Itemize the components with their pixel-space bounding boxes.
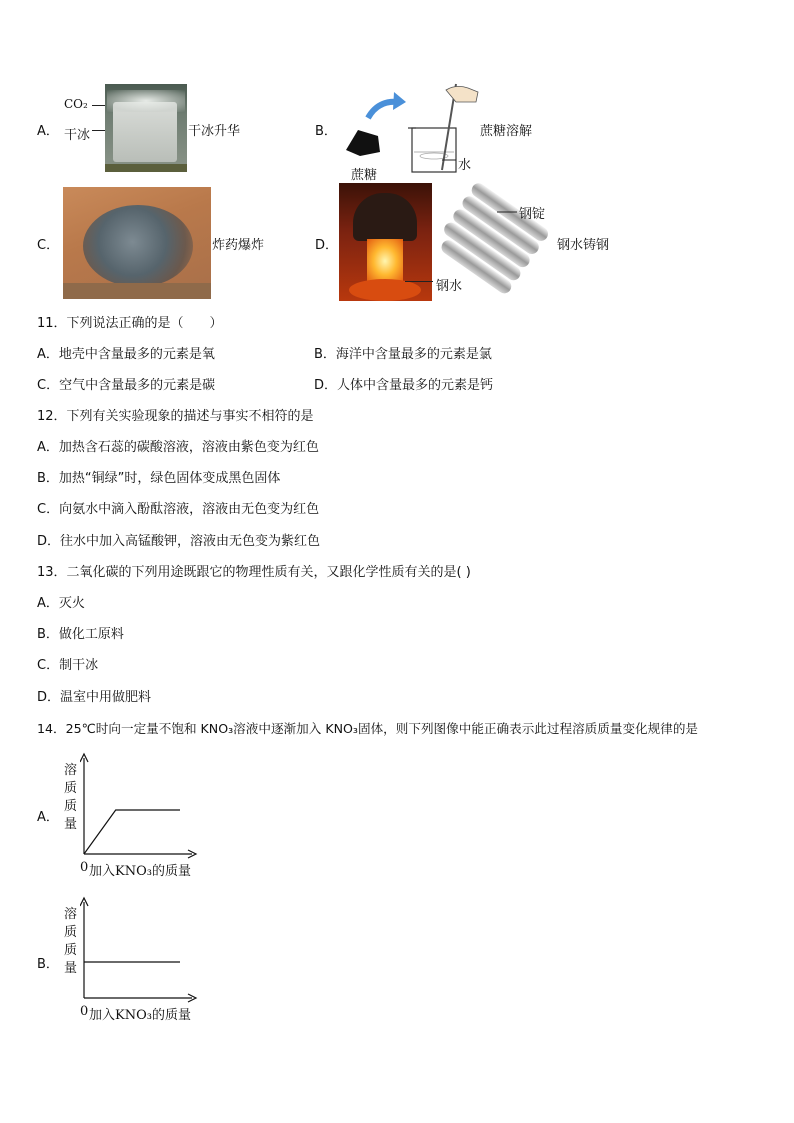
q11-option-b: B．海洋中含量最多的元素是氯 xyxy=(314,347,492,362)
q12-option-d: D．往水中加入高锰酸钾，溶液由无色变为紫红色 xyxy=(37,534,321,549)
molten-label: 钢水 xyxy=(436,279,463,294)
sugar-pile xyxy=(346,130,380,156)
option-a-letter: A． xyxy=(37,124,59,139)
dry-ice-base xyxy=(105,164,187,172)
dry-ice-photo xyxy=(105,84,187,172)
molten-pool xyxy=(349,279,421,301)
arrow-head-icon xyxy=(393,92,406,110)
q13-stem: 13．二氧化碳的下列用途既跟它的物理性质有关，又跟化学性质有关的是( ) xyxy=(37,565,471,580)
q11-option-d: D．人体中含量最多的元素是钙 xyxy=(314,378,494,393)
molten-steel-stream xyxy=(367,239,403,283)
graph-a-letter: A． xyxy=(37,810,59,825)
graph-b-y-char: 量 xyxy=(64,961,78,976)
graph-b-x-label: 加入KNO₃的质量 xyxy=(89,1008,191,1023)
water-label: 水 xyxy=(458,158,472,173)
q11-stem: 11．下列说法正确的是（ ） xyxy=(37,316,223,331)
option-d-caption: 钢水铸钢 xyxy=(557,238,610,253)
option-d-letter: D． xyxy=(315,238,339,253)
option-a-caption: 干冰升华 xyxy=(188,124,241,139)
q13-option-d: D．温室中用做肥料 xyxy=(37,690,152,705)
beaker xyxy=(412,128,456,172)
ingot-label: 钢锭 xyxy=(519,207,546,222)
graph-b-origin: 0 xyxy=(80,1004,89,1019)
q12-stem: 12．下列有关实验现象的描述与事实不相符的是 xyxy=(37,409,314,424)
graph-a-series-line xyxy=(84,810,180,854)
q14-stem: 14．25℃时向一定量不饱和 KNO₃溶液中逐渐加入 KNO₃固体，则下列图像中能正确表示此过程溶质质量变化规律的是 xyxy=(37,721,699,736)
graph-b-y-char: 质 xyxy=(64,925,78,940)
option-b-letter: B． xyxy=(315,124,337,139)
molten-leader-line xyxy=(405,281,433,282)
sugar-label: 蔗糖 xyxy=(351,168,378,183)
dry-ice-label: 干冰 xyxy=(64,128,91,143)
option-b-caption: 蔗糖溶解 xyxy=(480,124,533,139)
graph-b-y-label xyxy=(64,906,77,978)
graph-a-chart xyxy=(80,752,200,860)
graph-a-y-char: 量 xyxy=(64,817,78,832)
graph-a-y-char: 质 xyxy=(64,799,78,814)
q11-option-a: A．地壳中含量最多的元素是氧 xyxy=(37,347,215,362)
q13-option-c: C．制干冰 xyxy=(37,658,99,673)
hand-icon xyxy=(446,86,478,102)
graph-a-y-char: 溶 xyxy=(64,763,78,778)
q12-option-c: C．向氨水中滴入酚酞溶液，溶液由无色变为红色 xyxy=(37,502,320,517)
graph-b-letter: B． xyxy=(37,957,59,972)
graph-a-y-label xyxy=(64,762,77,834)
q13-option-b: B．做化工原料 xyxy=(37,627,124,642)
explosion-photo xyxy=(63,187,211,299)
q11-option-c: C．空气中含量最多的元素是碳 xyxy=(37,378,216,393)
molten-steel-photo xyxy=(339,183,432,301)
q12-option-b: B．加热“铜绿”时，绿色固体变成黑色固体 xyxy=(37,471,281,486)
ground xyxy=(63,283,211,299)
vapor-cloud xyxy=(107,90,185,112)
smoke-cloud xyxy=(83,205,193,287)
q13-option-a: A．灭火 xyxy=(37,596,85,611)
graph-b-chart xyxy=(80,896,200,1004)
q12-option-a: A．加热含石蕊的碳酸溶液，溶液由紫色变为红色 xyxy=(37,440,319,455)
graph-a-origin: 0 xyxy=(80,860,89,875)
co2-label: CO₂ xyxy=(64,97,88,111)
option-c-caption: 炸药爆炸 xyxy=(212,238,265,253)
option-c-letter: C． xyxy=(37,238,60,253)
ladle xyxy=(353,193,417,241)
graph-b-y-char: 质 xyxy=(64,943,78,958)
graph-a-x-label: 加入KNO₃的质量 xyxy=(89,864,191,879)
graph-a-y-char: 质 xyxy=(64,781,78,796)
graph-b-y-char: 溶 xyxy=(64,907,78,922)
